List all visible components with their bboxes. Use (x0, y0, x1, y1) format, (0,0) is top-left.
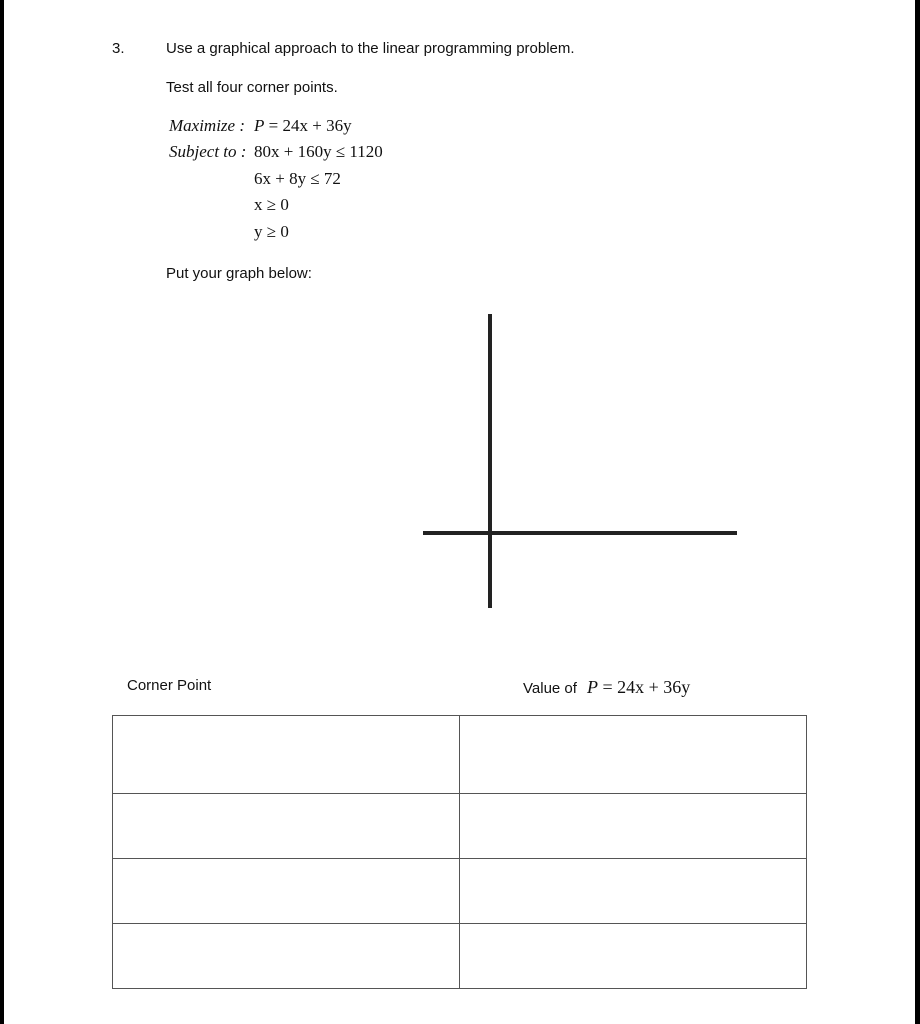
value-header-expression: = 24x + 36y (602, 677, 691, 697)
corner-point-header: Corner Point (127, 677, 212, 694)
value-cell[interactable] (460, 859, 807, 924)
question-instruction: Use a graphical approach to the linear programming problem. (166, 40, 575, 57)
corner-point-cell[interactable] (113, 716, 460, 794)
value-cell[interactable] (460, 794, 807, 859)
value-header-variable: P (586, 677, 598, 697)
value-cell[interactable] (460, 924, 807, 989)
worksheet-page (4, 0, 915, 1024)
constraint-3: x ≥ 0 (254, 195, 289, 214)
corner-point-table (112, 715, 807, 989)
subject-to-label: Subject to : (169, 142, 247, 161)
value-header-label: Value of (523, 680, 577, 697)
graph-x-axis (423, 531, 737, 535)
question-subinstruction: Test all four corner points. (166, 79, 338, 96)
objective-function (254, 116, 352, 136)
objective-variable: P (254, 116, 265, 135)
table-row (113, 794, 807, 859)
table-row (113, 924, 807, 989)
corner-point-cell[interactable] (113, 924, 460, 989)
constraint-4: y ≥ 0 (254, 222, 289, 241)
objective-expression: = 24x + 36y (268, 116, 352, 135)
question-number: 3. (112, 40, 125, 57)
value-header-formula (587, 677, 690, 697)
value-header (523, 677, 690, 698)
table-row (113, 716, 807, 794)
table-row (113, 859, 807, 924)
corner-point-cell[interactable] (113, 794, 460, 859)
constraint-1: 80x + 160y ≤ 1120 (254, 142, 383, 161)
corner-point-cell[interactable] (113, 859, 460, 924)
value-cell[interactable] (460, 716, 807, 794)
graph-y-axis (488, 314, 492, 608)
constraint-2: 6x + 8y ≤ 72 (254, 169, 341, 188)
objective-label: Maximize : (169, 116, 246, 135)
graph-prompt: Put your graph below: (166, 265, 312, 282)
